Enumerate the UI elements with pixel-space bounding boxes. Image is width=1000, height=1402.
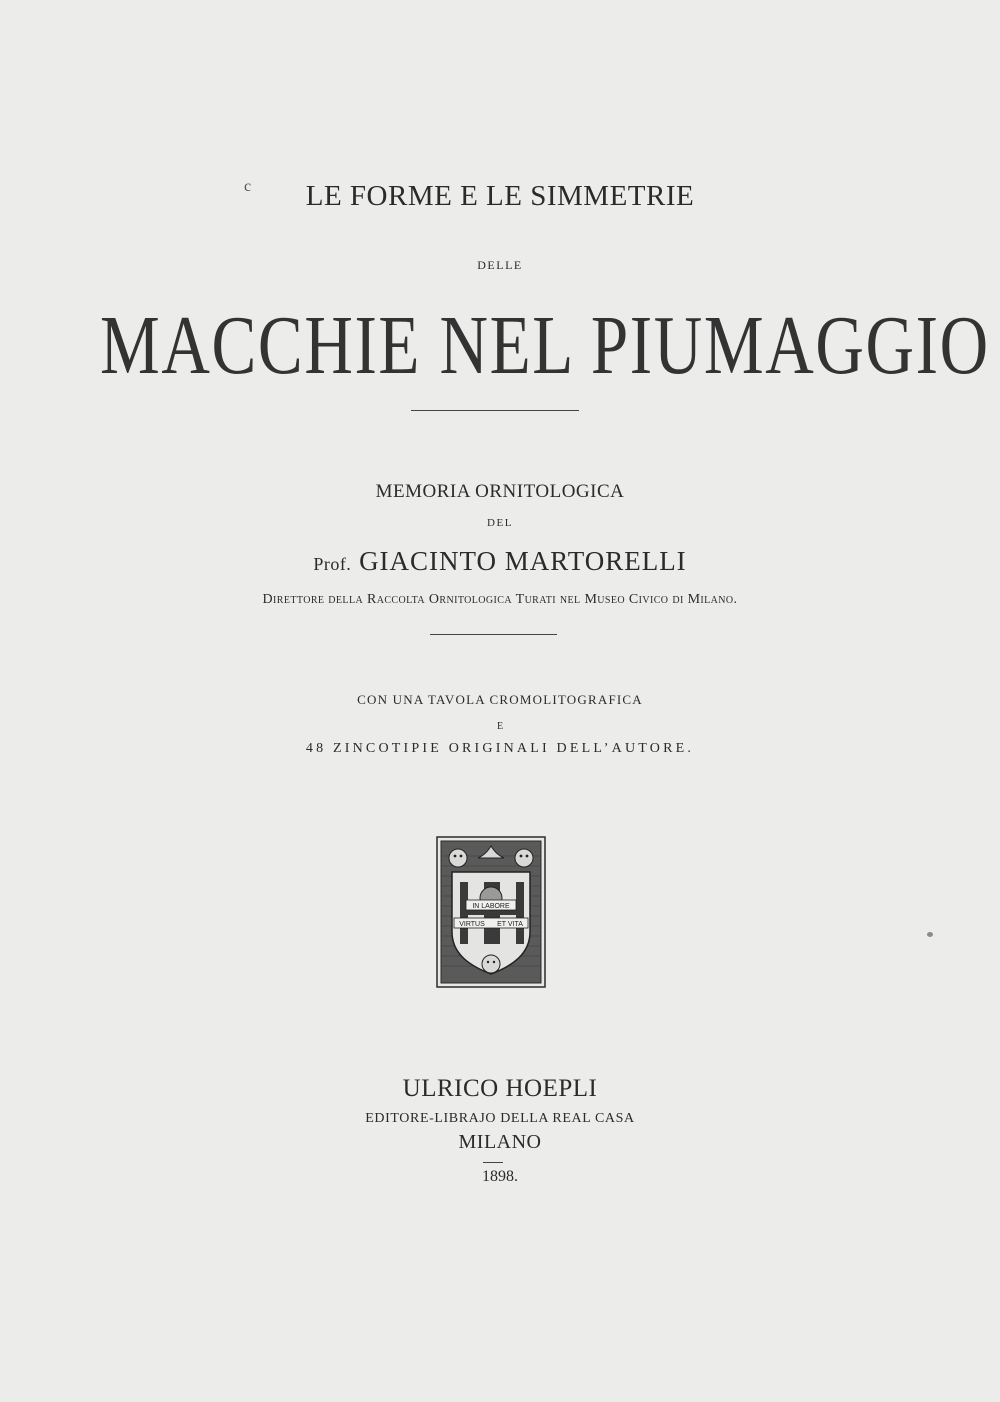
divider-rule <box>411 410 579 411</box>
author-line <box>0 546 1000 577</box>
margin-mark: c <box>244 178 252 195</box>
illustrations-line-2: 48 ZINCOTIPIE ORIGINALI DELL’AUTORE. <box>305 741 695 756</box>
publication-year: 1898. <box>482 1168 518 1185</box>
illustrations-line-1: CON UNA TAVOLA CROMOLITOGRAFICA <box>357 692 643 707</box>
printer-mark-emblem <box>436 836 546 988</box>
year-rule <box>483 1162 503 1163</box>
title-connector: DELLE <box>477 258 523 272</box>
main-title: MACCHIE NEL PIUMAGGIO <box>100 299 990 392</box>
memoria-subtitle: MEMORIA ORNITOLOGICA <box>375 481 625 502</box>
illustrations-conjunction: E <box>496 721 504 732</box>
divider-rule <box>430 634 557 635</box>
publisher-name: ULRICO HOEPLI <box>402 1075 598 1102</box>
title-line-1: LE FORME E LE SIMMETRIE <box>305 180 695 212</box>
publisher-city: MILANO <box>458 1131 542 1153</box>
author-prefix: Prof. <box>313 554 352 574</box>
author-name: GIACINTO MARTORELLI <box>359 546 687 576</box>
author-affiliation: Direttore della Raccolta Ornitologica Turati nel Museo Civico di Milano. <box>262 592 738 607</box>
del-connector: DEL <box>487 517 513 529</box>
motto-right: ET VITA <box>497 921 523 928</box>
publisher-description: EDITORE-LIBRAJO DELLA REAL CASA <box>365 1111 635 1126</box>
motto-top: IN LABORE <box>472 903 510 910</box>
printer-mark-icon <box>436 836 546 988</box>
motto-left: VIRTUS <box>459 921 485 928</box>
paper-speck <box>927 932 933 937</box>
